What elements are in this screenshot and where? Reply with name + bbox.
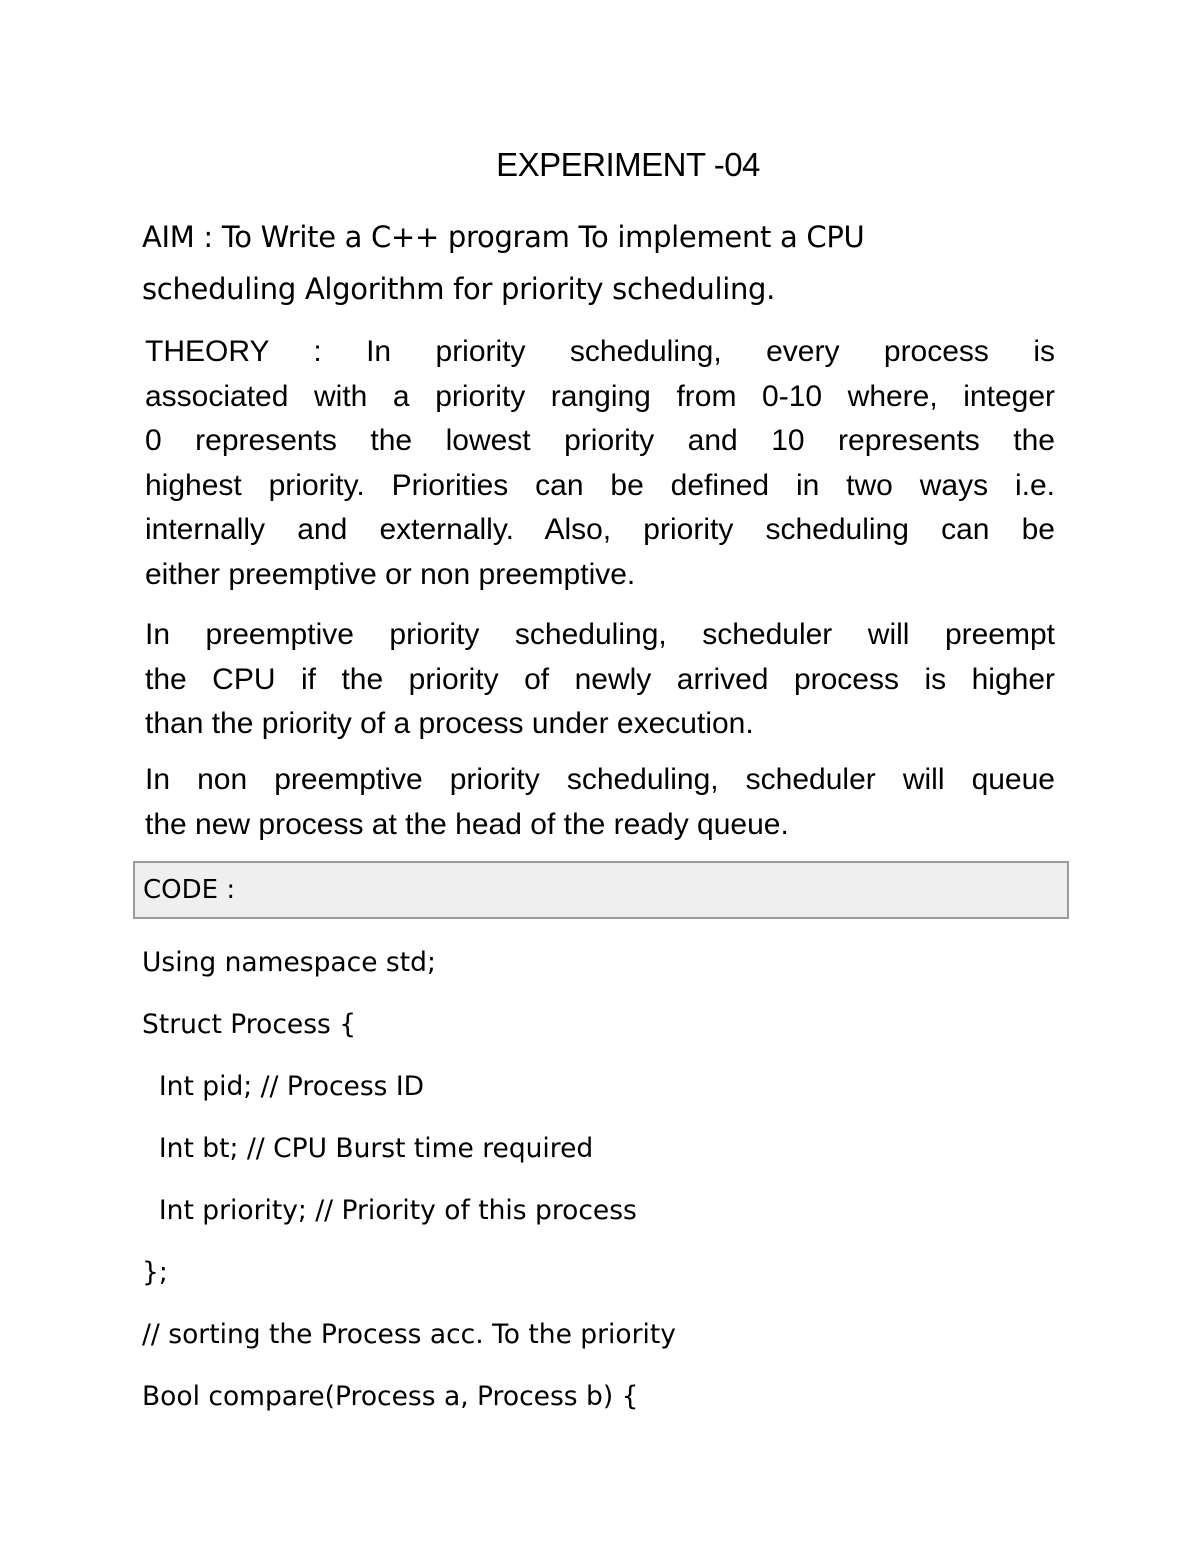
code-line: Using namespace std;	[142, 947, 436, 978]
experiment-title: EXPERIMENT -04	[496, 146, 760, 183]
nonpreemptive-paragraph	[145, 758, 1055, 847]
aim-line: scheduling Algorithm for priority scheduling.	[142, 272, 776, 306]
code-line: Int priority; // Priority of this process	[142, 1195, 637, 1226]
code-line: // sorting the Process acc. To the priority	[142, 1319, 676, 1350]
code-line: Int bt; // CPU Burst time required	[142, 1133, 594, 1164]
nonpreemptive-line: In non preemptive priority scheduling, scheduler will queue	[145, 763, 1055, 796]
nonpreemptive-line: the new process at the head of the ready queue.	[145, 807, 789, 841]
theory-line: either preemptive or non preemptive.	[145, 557, 636, 591]
theory-line: highest priority. Priorities can be defined in two ways i.e.	[145, 468, 1055, 502]
code-listing	[142, 932, 1062, 1428]
theory-paragraph	[145, 330, 1055, 597]
theory-line: 0 represents the lowest priority and 10 represents the	[145, 424, 1055, 457]
preemptive-line: the CPU if the priority of newly arrived process is higher	[145, 662, 1055, 696]
code-line: Int pid; // Process ID	[142, 1071, 425, 1102]
code-header-box	[133, 861, 1069, 919]
aim-section	[142, 211, 1062, 315]
preemptive-line: than the priority of a process under execution.	[145, 707, 754, 740]
theory-line: THEORY : In priority scheduling, every process is	[145, 335, 1055, 368]
code-line: };	[142, 1257, 168, 1288]
preemptive-paragraph	[145, 613, 1055, 747]
code-header-label: CODE :	[143, 875, 236, 905]
code-line: Struct Process {	[142, 1009, 357, 1040]
theory-line: internally and externally. Also, priority scheduling can be	[145, 513, 1055, 546]
preemptive-line: In preemptive priority scheduling, scheduler will preempt	[145, 618, 1055, 651]
aim-line: AIM : To Write a C++ program To implement a CPU	[142, 220, 865, 254]
theory-line: associated with a priority ranging from 0-10 where, integer	[145, 379, 1055, 413]
code-line: Bool compare(Process a, Process b) {	[142, 1381, 639, 1412]
